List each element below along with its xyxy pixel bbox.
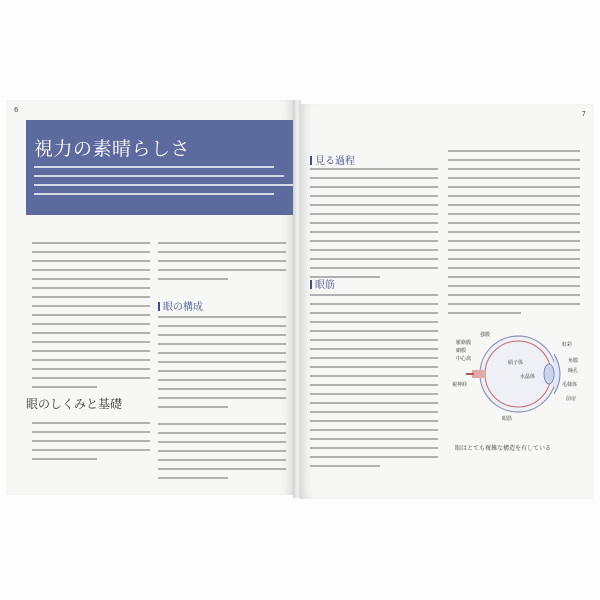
label-retina: 網膜 [456,348,467,354]
page-number-right: 7 [581,110,586,118]
banner-lead-text [34,166,334,202]
right-page [300,104,594,499]
body-text-col1 [32,242,150,395]
label-eye-muscle: 眼筋 [502,416,513,422]
body-text-col2-top [158,242,286,287]
label-pupil: 瞳孔 [568,368,579,374]
chapter-banner [26,120,300,215]
label-sclera: 強膜 [480,332,491,338]
label-iris: 虹彩 [562,342,573,348]
heading-structure-of-eye: 眼のしくみと基礎 [26,397,123,411]
cornea-shape [554,354,560,394]
body-text-col2 [158,316,286,486]
label-fovea: 中心窩 [456,356,472,362]
lens-shape [544,364,554,384]
label-ciliary: 毛様体 [562,382,578,388]
label-anterior: 前房 [566,396,577,402]
heading-composition: 眼の構成 [158,298,203,313]
body-text-col1-top [310,168,438,285]
label-vitreous: 硝子体 [508,360,524,366]
figure-caption: 眼はとても複雑な構造を有している [455,445,552,452]
left-page [6,100,294,495]
body-text-col1-lower [310,294,438,474]
label-optic-nerve: 視神経 [452,382,468,388]
chapter-title: 視力の素晴らしさ [34,138,191,160]
page-number-left: 6 [14,106,19,114]
heading-eye-muscles: 眼筋 [310,276,335,291]
body-text-col1-lower [32,422,150,467]
label-lens: 水晶体 [520,374,536,380]
eye-anatomy-figure [450,324,590,424]
label-cornea: 角膜 [568,358,579,364]
label-choroid: 脈絡膜 [456,340,472,346]
body-text-col2 [448,150,580,321]
heading-viewing-process: 見る過程 [310,152,355,167]
